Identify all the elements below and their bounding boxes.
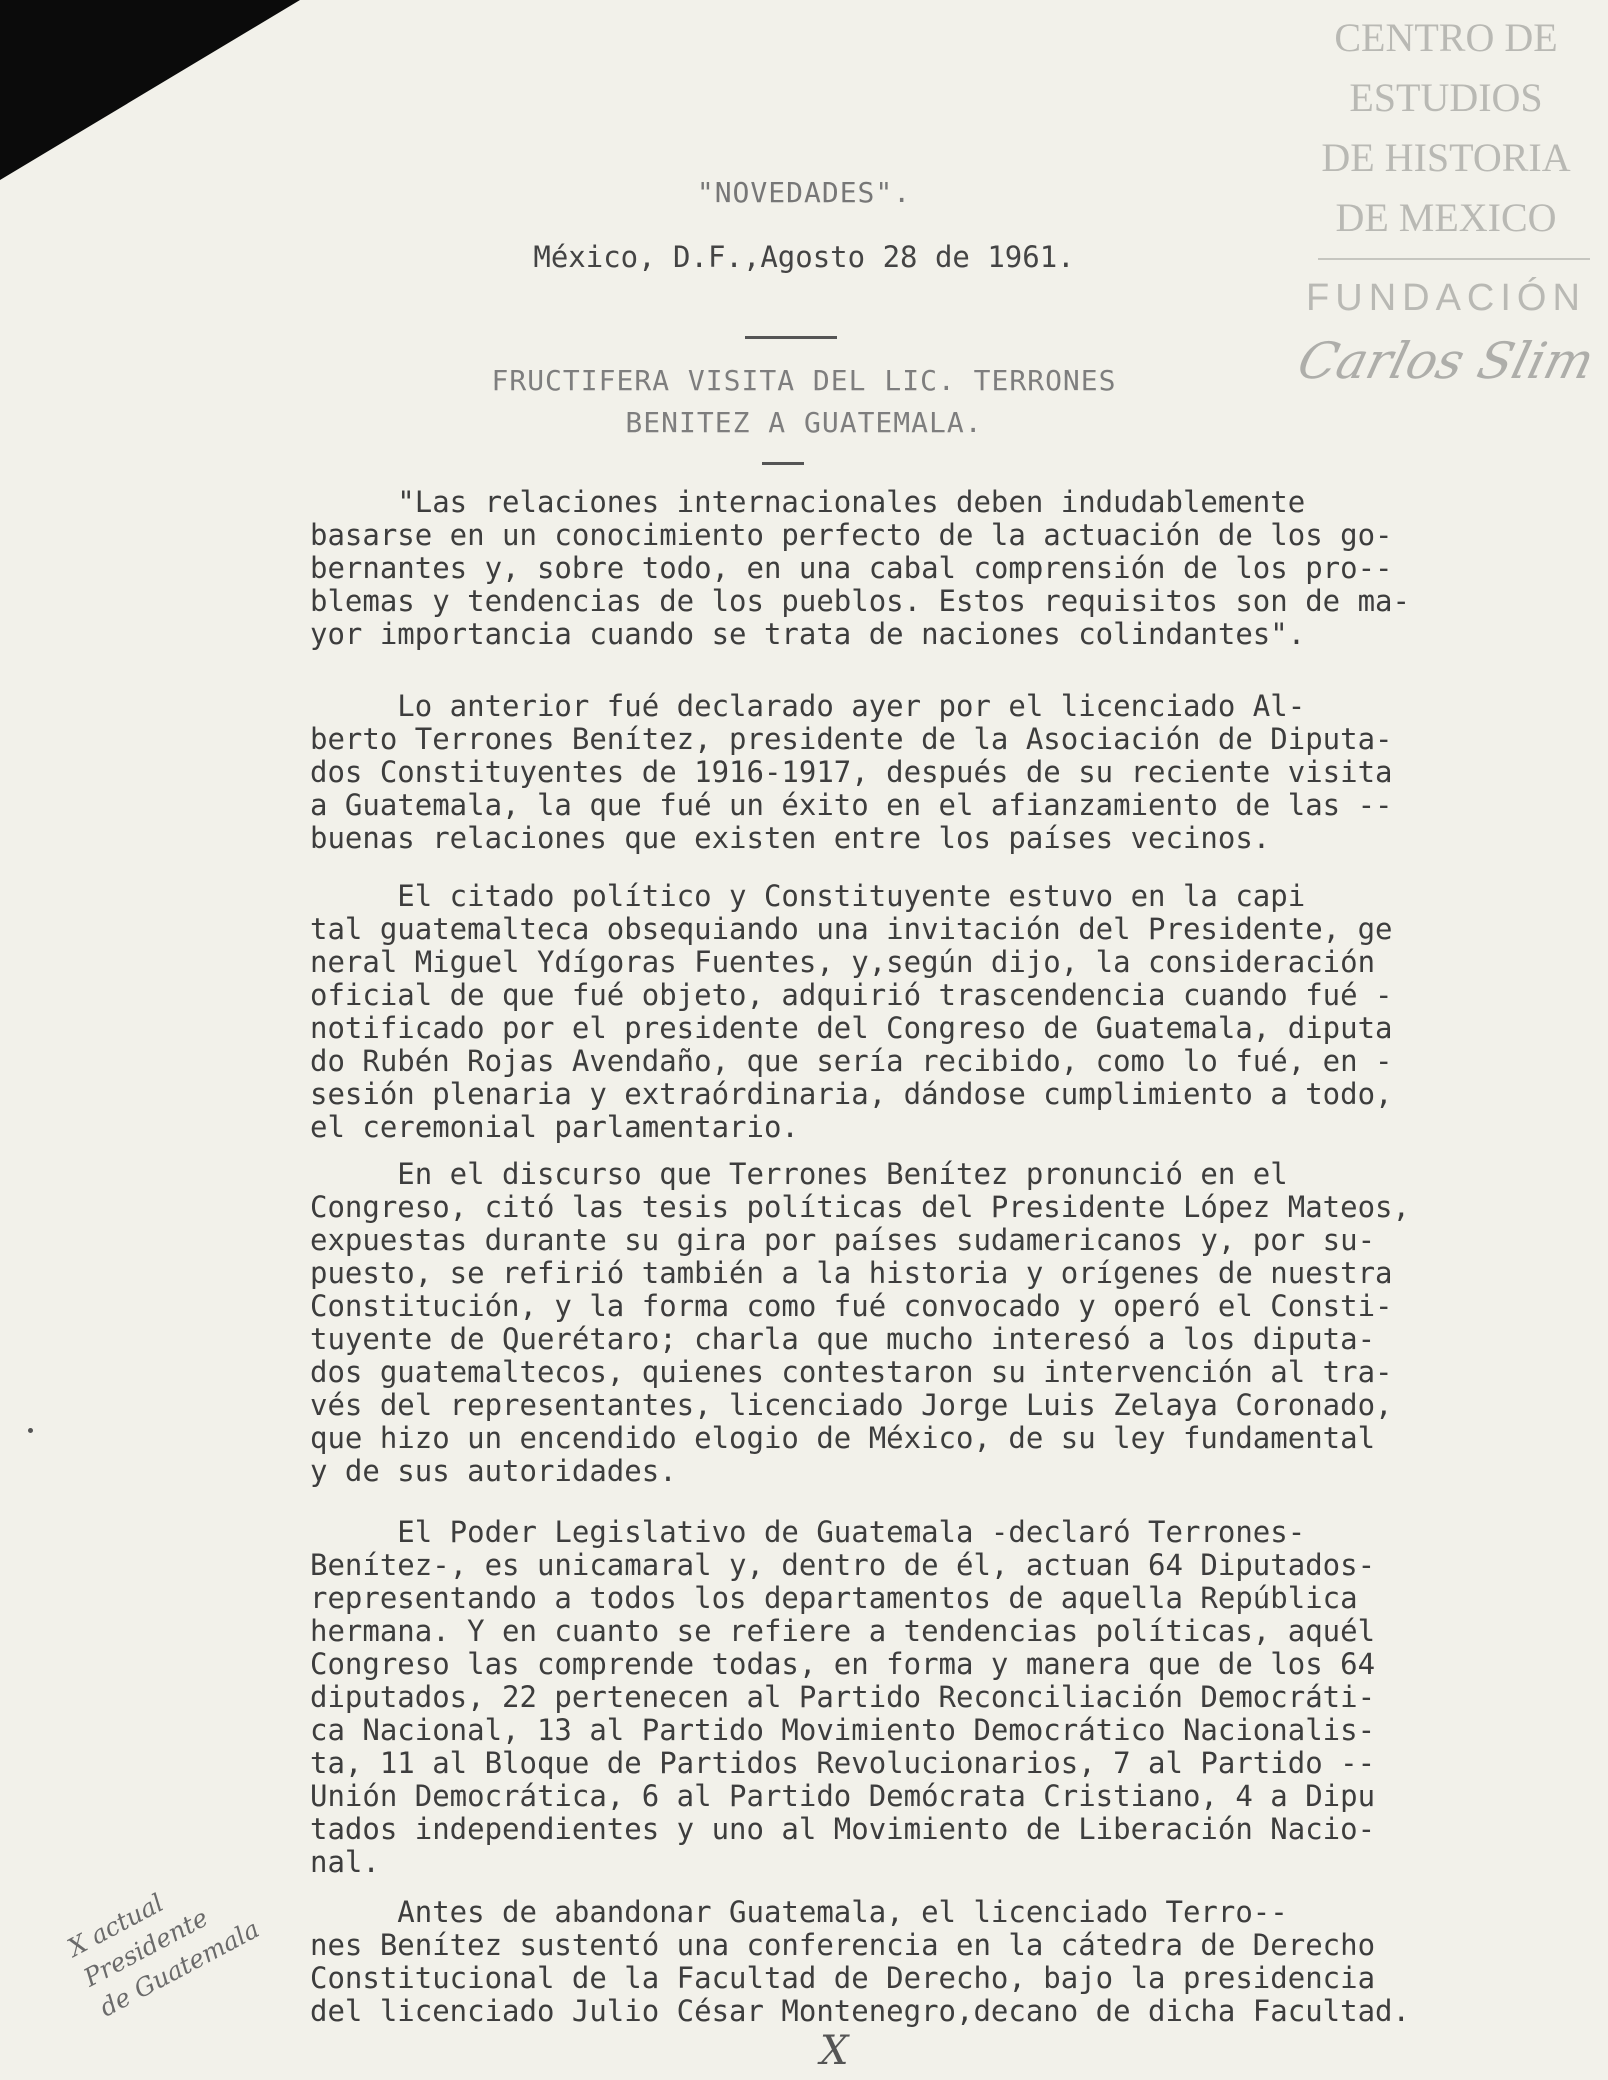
paragraph-2: Lo anterior fué declarado ayer por el licenciado Al- berto Terrones Benítez, presidente de la Asociación de Diputa- dos Constituyentes de 1916-1917, después de su reciente visita a Guatemala, la que fué un éxito en el afianzamiento de las -- buenas relaciones que existen entre los países vecinos.: [310, 689, 1393, 855]
paragraph-1: "Las relaciones internacionales deben indudablemente basarse en un conocimiento perfecto de la actuación de los go- bernantes y, sobre todo, en una cabal comprensión de los pro-- blemas y tendencias de los pueblos. Estos requisitos son de ma- yor importancia cuando se trata de naciones colindantes".: [310, 485, 1410, 651]
paragraph-3: El citado político y Constituyente estuvo en la capi tal guatemalteca obsequiando una invitación del Presidente, ge neral Miguel Ydígoras Fuentes, y,según dijo, la consideración oficial de que fué objeto, adquirió trascendencia cuando fué - notificado por el presidente del Congreso de Guatemala, diputa do Rubén Rojas Avendaño, que sería recibido, como lo fué, en - sesión plenaria y extraórdinaria, dándose cumplimiento a todo, el ceremonial parlamentario.: [310, 879, 1393, 1144]
handwritten-check-mark: X: [820, 2028, 849, 2074]
scan-corner-shadow: [0, 0, 300, 180]
paper-speck: [28, 1428, 33, 1433]
headline: [0, 360, 1608, 444]
headline-line-1: FRUCTIFERA VISITA DEL LIC. TERRONES: [491, 364, 1117, 397]
headline-line-2: BENITEZ A GUATEMALA.: [625, 406, 983, 439]
handwritten-margin-note: X actual Presidente de Guatemala: [62, 1888, 264, 2023]
headline-divider: [762, 462, 804, 465]
archive-line-3: DE HISTORIA: [1321, 135, 1571, 180]
dateline: México, D.F.,Agosto 28 de 1961.: [533, 240, 1075, 274]
paragraph-5: El Poder Legislativo de Guatemala -declaró Terrones- Benítez-, es unicamaral y, dentro de él, actuan 64 Diputados- representando a todos los departamentos de aquella República hermana. Y en cuanto se refiere a tendencias políticas, aquél Congreso las comprende todas, en forma y manera que de los 64 diputados, 22 pertenecen al Partido Reconciliación Democráti- ca Nacional, 13 al Partido Movimiento Democrático Nacionalis- ta, 11 al Bloque de Partidos Revolucionarios, 7 al Partido -- Unión Democrática, 6 al Partido Demócrata Cristiano, 4 a Dipu tados independientes y uno al Movimiento de Liberación Nacio- nal.: [310, 1515, 1376, 1879]
archive-signature-logo: Carlos Slim: [1292, 332, 1600, 390]
archive-line-4: DE MEXICO: [1335, 195, 1557, 240]
newspaper-name: "NOVEDADES".: [696, 176, 912, 209]
header-divider: [745, 336, 837, 339]
archive-foundation: FUNDACIÓN: [1306, 277, 1586, 319]
archive-line-1: CENTRO DE: [1334, 15, 1558, 60]
paragraph-4: En el discurso que Terrones Benítez pronunció en el Congreso, citó las tesis políticas del Presidente López Mateos, expuestas durante su gira por países sudamericanos y, por su- puesto, se refirió también a la historia y orígenes de nuestra Constitución, y la forma como fué convocado y operó el Consti- tuyente de Querétaro; charla que mucho interesó a los diputa- dos guatemaltecos, quienes contestaron su intervención al tra- vés del representantes, licenciado Jorge Luis Zelaya Coronado, que hizo un encendido elogio de México, de su ley fundamental y de sus autoridades.: [310, 1157, 1410, 1488]
paragraph-6: Antes de abandonar Guatemala, el licenciado Terro-- nes Benítez sustentó una conferencia en la cátedra de Derecho Constitucional de la Facultad de Derecho, bajo la presidencia del licenciado Julio César Montenegro,decano de dicha Facultad.: [310, 1895, 1410, 2028]
archive-line-2: ESTUDIOS: [1349, 75, 1543, 120]
